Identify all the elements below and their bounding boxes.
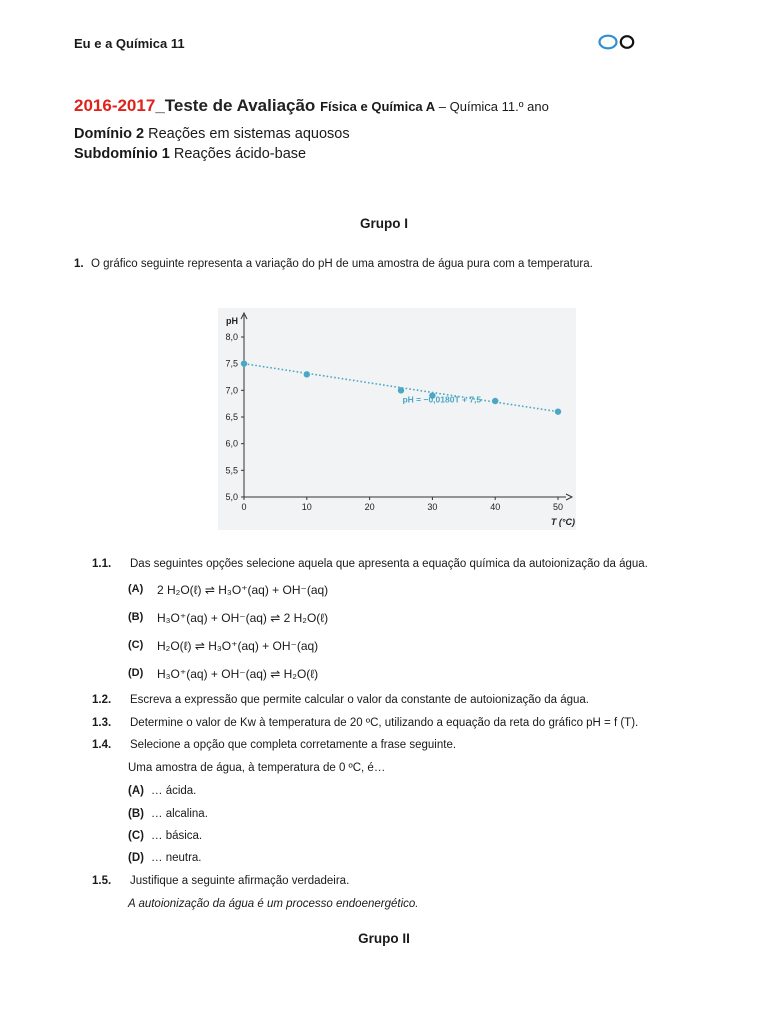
y-tick-label: 7,5 bbox=[225, 358, 238, 369]
publisher-logo bbox=[598, 34, 638, 50]
subject-name: Física e Química A bbox=[320, 99, 436, 114]
data-point bbox=[555, 408, 561, 414]
question-1-text: O gráfico seguinte representa a variação do pH de uma amostra de água pura com a temperatura. bbox=[91, 258, 593, 270]
question-text: Das seguintes opções selecione aquela que apresenta a equação química da autoionização da água. bbox=[130, 558, 648, 570]
x-tick-label: 10 bbox=[301, 502, 312, 512]
question-1-2 bbox=[92, 694, 712, 710]
y-tick-label: 5,0 bbox=[225, 492, 238, 502]
domain-label: Domínio 2 bbox=[74, 126, 145, 142]
option-text: H₃O⁺(aq) + OH⁻(aq) ⇌ H₂O(ℓ) bbox=[157, 667, 319, 681]
ph-temperature-chart bbox=[218, 308, 576, 530]
question-number: 1.4. bbox=[92, 739, 112, 751]
question-1-4-stem: Uma amostra de água, à temperatura de 0 ºC, é… bbox=[128, 762, 386, 774]
y-tick-label: 6,5 bbox=[225, 412, 238, 422]
test-name: _Teste de Avaliação bbox=[155, 96, 316, 115]
domain-line bbox=[74, 126, 350, 142]
course-name: – Química 11.º ano bbox=[435, 99, 549, 114]
question-1-3 bbox=[92, 717, 712, 733]
question-text: Escreva a expressão que permite calcular o valor da constante de autoionização da água. bbox=[130, 694, 590, 706]
option-label: (B) bbox=[128, 611, 144, 623]
group-1-title: Grupo I bbox=[360, 216, 408, 231]
option-text: … ácida. bbox=[151, 785, 197, 797]
question-number: 1.5. bbox=[92, 875, 112, 887]
option-text: … básica. bbox=[151, 830, 203, 842]
option-text: … neutra. bbox=[151, 852, 202, 864]
question-1-5-statement: A autoionização da água é um processo endoenergético. bbox=[128, 898, 419, 910]
x-tick-label: 50 bbox=[552, 502, 564, 512]
question-text: Justifique a seguinte afirmação verdadeira. bbox=[130, 875, 350, 887]
x-tick-label: 0 bbox=[241, 502, 247, 512]
question-1-5 bbox=[92, 875, 712, 891]
book-title: Eu e a Química 11 bbox=[74, 36, 185, 51]
data-point bbox=[398, 387, 404, 393]
domain-text: Reações em sistemas aquosos bbox=[148, 126, 350, 142]
question-1-number: 1. bbox=[74, 258, 84, 270]
data-point bbox=[304, 371, 310, 377]
option-label: (B) bbox=[128, 808, 144, 820]
option-text: H₃O⁺(aq) + OH⁻(aq) ⇌ 2 H₂O(ℓ) bbox=[157, 611, 329, 625]
group-2-title: Grupo II bbox=[358, 931, 410, 946]
question-number: 1.1. bbox=[92, 558, 112, 570]
y-tick-label: 8,0 bbox=[225, 332, 238, 342]
question-number: 1.3. bbox=[92, 717, 112, 729]
option-label: (D) bbox=[128, 852, 144, 864]
school-year: 2016-2017 bbox=[74, 96, 156, 115]
option-label: (A) bbox=[128, 583, 144, 595]
x-axis-label: T (°C) bbox=[550, 517, 575, 527]
option-label: (D) bbox=[128, 667, 144, 679]
x-tick-label: 20 bbox=[364, 502, 375, 512]
x-tick-label: 30 bbox=[427, 502, 438, 512]
question-text: Determine o valor de Kw à temperatura de 20 ºC, utilizando a equação da reta do gráfico pH = f (T). bbox=[130, 717, 639, 729]
data-point bbox=[241, 360, 247, 366]
test-title bbox=[74, 96, 549, 116]
option-text: H₂O(ℓ) ⇌ H₃O⁺(aq) + OH⁻(aq) bbox=[157, 639, 319, 653]
subdomain-label: Subdomínio 1 bbox=[74, 146, 170, 162]
option-label: (A) bbox=[128, 785, 144, 797]
subdomain-line bbox=[74, 146, 306, 162]
option-label: (C) bbox=[128, 830, 144, 842]
question-text: Selecione a opção que completa corretamente a frase seguinte. bbox=[130, 739, 457, 751]
data-point bbox=[492, 398, 498, 404]
question-1-4 bbox=[92, 739, 712, 755]
question-number: 1.2. bbox=[92, 694, 112, 706]
fit-equation-label: pH = −0,0180T + 7,5 bbox=[402, 394, 482, 405]
chart-svg bbox=[218, 308, 576, 530]
question-1 bbox=[74, 258, 593, 270]
option-text: 2 H₂O(ℓ) ⇌ H₃O⁺(aq) + OH⁻(aq) bbox=[157, 583, 329, 597]
y-tick-label: 5,5 bbox=[225, 465, 238, 476]
y-axis-label: pH bbox=[226, 316, 238, 326]
y-tick-label: 6,0 bbox=[225, 438, 238, 449]
x-tick-label: 40 bbox=[490, 502, 501, 512]
question-1-1 bbox=[92, 558, 712, 574]
option-text: … alcalina. bbox=[151, 808, 208, 820]
subdomain-text: Reações ácido-base bbox=[173, 146, 307, 162]
option-label: (C) bbox=[128, 639, 144, 651]
y-tick-label: 7,0 bbox=[225, 385, 238, 396]
